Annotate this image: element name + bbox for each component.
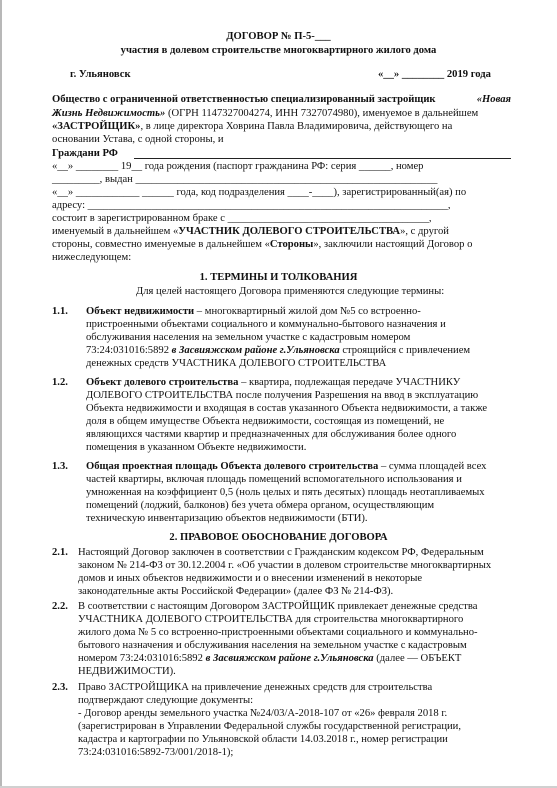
item-1-3-line4: помещений (лоджий, балконов) без учета обмера органом, осуществляющим — [86, 500, 435, 511]
item-1-2-number: 1.2. — [52, 377, 68, 388]
party2-line9: нижеследующем: — [52, 252, 132, 263]
item-1-3-line1: Общая проектная площадь Объекта долевого строительства – сумма площадей всех — [86, 461, 487, 472]
party2-line4: «__» ____________ ______ года, код подразделения ____-____), зарегистрированный(ая) по — [52, 187, 467, 198]
document-title: ДОГОВОР № П-5-___ — [226, 31, 331, 42]
document-subtitle: участия в долевом строительстве многоквартирного жилого дома — [120, 45, 437, 56]
item-1-3-line5: техническую инвентаризацию объектов недвижимости (БТИ). — [86, 513, 368, 524]
item-1-2-line6: помещения в указанном Объекте недвижимости. — [86, 442, 307, 453]
item-1-1-line1: Объект недвижимости – многоквартирный жилой дом №5 со встроенно- — [86, 306, 421, 317]
party2-line3: _________, выдан _________________________________________________________ — [52, 174, 438, 185]
item-2-2-line6: НЕДВИЖИМОСТИ). — [78, 666, 176, 677]
item-2-2-line5: номером 73:24:031016:5892 в Засвияжском районе г.Ульяновска (далее — ОБЪЕКТ — [78, 653, 462, 664]
item-1-2-line2: ДОЛЕВОГО СТРОИТЕЛЬСТВА после получения Разрешения на ввод в эксплуатацию — [86, 390, 479, 401]
item-2-3-line5: кадастра и картографии по Ульяновской области 14.03.2018 г., номер регистрации — [78, 734, 448, 745]
item-2-3-line2: подтверждают следующие документы: — [78, 695, 254, 706]
party2-line6: состоит в зарегистрированном браке с ______________________________________, — [52, 213, 432, 224]
item-2-3-number: 2.3. — [52, 682, 68, 693]
section1-intro: Для целей настоящего Договора применяются следующие термины: — [136, 286, 445, 297]
page-left-edge — [0, 0, 2, 788]
item-1-1-line4: 73:24:031016:5892 в Засвияжском районе г.Ульяновска строящийся с привлечением — [86, 345, 471, 356]
party1-line2: Жизнь Недвижимость» (ОГРН 1147327004274, ИНН 7327074980), именуемое в дальнейшем — [52, 108, 479, 119]
item-1-1-line2: пристроенными объектами социального и коммунально-бытового назначения и — [86, 319, 446, 330]
item-1-1-line5: денежных средств УЧАСТНИКА ДОЛЕВОГО СТРОИТЕЛЬСТВА — [86, 358, 387, 369]
item-2-2-number: 2.2. — [52, 601, 68, 612]
item-2-1-number: 2.1. — [52, 547, 68, 558]
item-1-1-line3: обслуживания населения на земельном участке с кадастровым номером — [86, 332, 411, 343]
item-2-2-line2: УЧАСТНИКА ДОЛЕВОГО СТРОИТЕЛЬСТВА для строительства многоквартирного — [78, 614, 464, 625]
party2-line8: стороны, совместно именуемые в дальнейшем «Стороны», заключили настоящий Договор о — [52, 239, 473, 250]
item-2-1-line4: законодательные акты Российской Федерации» (далее ФЗ № 214-ФЗ). — [78, 586, 394, 597]
document-date: «__» ________ 2019 года — [378, 69, 491, 80]
item-1-2-line1: Объект долевого строительства – квартира, подлежащая передаче УЧАСТНИКУ — [86, 377, 461, 388]
item-1-2-line5: являющихся частями квартир и предназначенных для обслуживания более одного — [86, 429, 457, 440]
item-2-1-line3: домов и иных объектов недвижимости и о внесении изменений в некоторые — [78, 573, 423, 584]
party2-line2: «__» ________ 19__ года рождения (паспорт гражданина РФ: серия ______, номер — [52, 161, 424, 172]
party1-line1: Общество с ограниченной ответственностью специализированный застройщик «Новая — [52, 94, 511, 105]
item-2-2-line3: жилого дома № 5 со встроенно-пристроенными объектами социального и коммунально- — [78, 627, 478, 638]
party1-line3: «ЗАСТРОЙЩИК», в лице директора Ховрина Павла Владимировича, действующего на — [52, 121, 453, 132]
party2-line5: адресу: ____________________________________________________________________, — [52, 200, 451, 211]
item-1-3-line2: частей квартиры, включая площадь помещений вспомогательного использования и — [86, 474, 462, 485]
item-2-1-line2: законом № 214-ФЗ от 30.12.2004 г. «Об участии в долевом строительстве многоквартирных — [78, 560, 492, 571]
item-2-1-line1: Настоящий Договор заключен в соответствии с Гражданским кодексом РФ, Федеральным — [78, 547, 484, 558]
item-2-3-line1: Право ЗАСТРОЙЩИКА на привлечение денежных средств для строительства — [78, 682, 433, 693]
party1-line4: основании Устава, с одной стороны, и — [52, 134, 224, 145]
section1-heading: 1. ТЕРМИНЫ И ТОЛКОВАНИЯ — [199, 272, 358, 283]
party2-line7: именуемый в дальнейшем «УЧАСТНИК ДОЛЕВОГО СТРОИТЕЛЬСТВА», с другой — [52, 226, 449, 237]
party2-name-line — [134, 158, 511, 159]
item-1-1-number: 1.1. — [52, 306, 68, 317]
item-1-2-line3: Объекта недвижимости и входящая в состав указанного Объекта недвижимости, а также — [86, 403, 488, 414]
item-1-3-number: 1.3. — [52, 461, 68, 472]
section2-heading: 2. ПРАВОВОЕ ОБОСНОВАНИЕ ДОГОВОРА — [169, 532, 388, 543]
item-2-2-line4: бытового назначения и обслуживания населения на земельном участке с кадастровым — [78, 640, 467, 651]
item-1-3-line3: умноженная на коэффициент 0,5 (ноль целых и пять десятых) площадь неотапливаемых — [86, 487, 485, 498]
item-2-3-line6: 73:24:031016:5892-73/001/2018-1); — [78, 747, 234, 758]
item-2-3-line4: (зарегистрирован в Управлении Федеральной службы государственной регистрации, — [78, 721, 462, 732]
item-2-3-line3: - Договор аренды земельного участка №24/03/А-2018-107 от «26» февраля 2018 г. — [78, 708, 448, 719]
document-city: г. Ульяновск — [70, 69, 131, 80]
item-2-2-line1: В соответствии с настоящим Договором ЗАСТРОЙЩИК привлекает денежные средства — [78, 601, 478, 612]
party2-citizens-label: Граждани РФ — [52, 148, 118, 159]
item-1-2-line4: доля в общем имуществе Объекта недвижимости, состоящая из помещений, не — [86, 416, 445, 427]
